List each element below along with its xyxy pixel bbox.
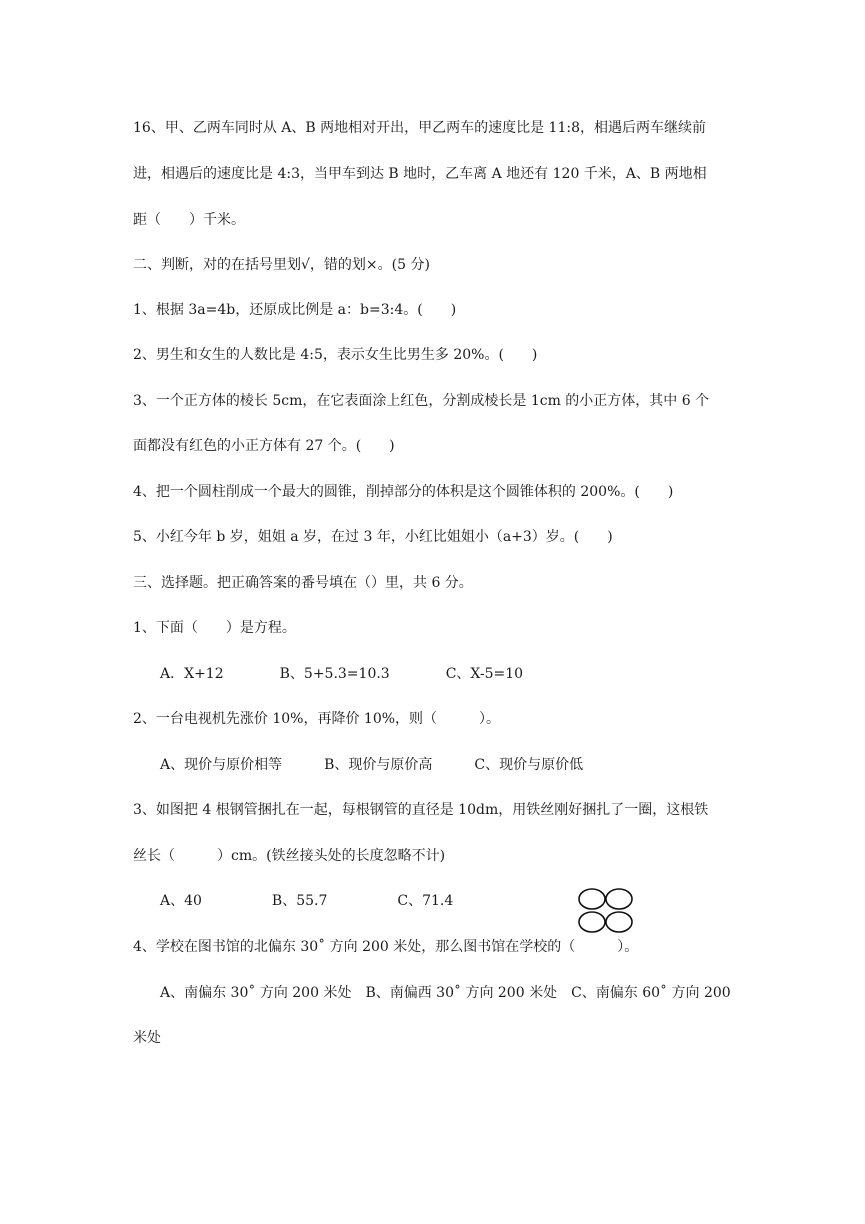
judge-item-3-line-1: 3、一个正方体的棱长 5cm，在它表面涂上红色，分割成棱长是 1cm 的小正方体，其中 6 个 (133, 393, 710, 409)
q16-line-3: 距（ ）千米。 (133, 212, 245, 228)
choice-1-stem: 1、下面（ ）是方程。 (133, 620, 296, 636)
judge-item-2: 2、男生和女生的人数比是 4:5，表示女生比男生多 20%。( ) (133, 347, 538, 363)
judge-item-1: 1、根据 3a=4b，还原成比例是 a：b=3:4。( ) (133, 302, 457, 318)
pipe-circle-top-right (606, 889, 632, 909)
judge-item-3-line-2: 面都没有红色的小正方体有 27 个。( ) (133, 438, 395, 454)
steel-pipes-figure (578, 888, 634, 934)
choice-2-stem: 2、一台电视机先涨价 10%，再降价 10%，则（ ）。 (133, 711, 501, 727)
choice-4-options-line-2: 米处 (133, 1030, 161, 1046)
q16-line-1: 16、甲、乙两车同时从 A、B 两地相对开出，甲乙两车的速度比是 11:8，相遇后两车继续前 (133, 120, 706, 136)
choice-3-options: A、40 B、55.7 C、71.4 (160, 893, 454, 909)
choice-4-stem: 4、学校在图书馆的北偏东 30˚ 方向 200 米处，那么图书馆在学校的（ ）。 (133, 939, 639, 955)
q16-line-2: 进，相遇后的速度比是 4:3，当甲车到达 B 地时，乙车离 A 地还有 120 千米，A、B 两地相 (133, 166, 707, 182)
choice-3-stem-line-1: 3、如图把 4 根钢管捆扎在一起，每根钢管的直径是 10dm，用铁丝刚好捆扎了一圈，这根铁 (133, 802, 709, 818)
choice-2-options: A、现价与原价相等 B、现价与原价高 C、现价与原价低 (160, 757, 584, 773)
choice-1-options: A．X+12 B、5+5.3=10.3 C、X-5=10 (160, 666, 524, 682)
choice-3-stem-line-2: 丝长（ ）cm。(铁丝接头处的长度忽略不计) (133, 848, 446, 864)
choice-4-options-line-1: A、南偏东 30˚ 方向 200 米处 B、南偏西 30˚ 方向 200 米处 C、南偏东 60˚ 方向 200 (160, 985, 731, 1001)
pipe-circle-bottom-left (579, 912, 605, 932)
section-2-heading: 二、判断，对的在括号里划√，错的划×。(5 分) (133, 257, 430, 273)
judge-item-5: 5、小红今年 b 岁，姐姐 a 岁，在过 3 年，小红比姐姐小（a+3）岁。( ) (133, 529, 613, 545)
pipe-circle-bottom-right (606, 912, 632, 932)
judge-item-4: 4、把一个圆柱削成一个最大的圆锥，削掉部分的体积是这个圆锥体积的 200%。( ) (133, 484, 674, 500)
section-3-heading: 三、选择题。把正确答案的番号填在（）里，共 6 分。 (133, 575, 473, 591)
pipe-circle-top-left (579, 889, 605, 909)
